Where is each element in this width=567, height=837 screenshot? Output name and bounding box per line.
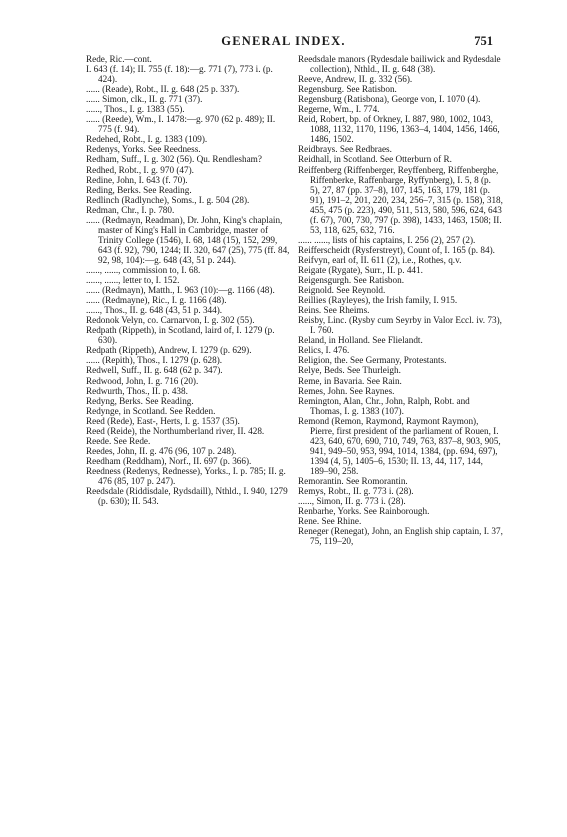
index-entry: Reedsdale manors (Rydesdale bailiwick and Rydesdale collection), Nthld., II. g. 648 (38). bbox=[298, 54, 501, 75]
index-entry: ...... (Reade), Robt., II. g. 648 (25 p. 337). bbox=[86, 84, 240, 95]
index-entry: Reisby, Linc. (Rysby cum Seyrby in Valor Eccl. iv. 73), I. 760. bbox=[298, 315, 502, 336]
index-entry: Redman, Chr., I. p. 780. bbox=[86, 204, 175, 215]
index-entry: ......, ......, letter to, I. 152. bbox=[86, 275, 180, 286]
index-entry: Regensburg (Ratisbona), George von, I. 1070 (4). bbox=[298, 94, 481, 105]
index-entry: Remington, Alan, Chr., John, Ralph, Robt. and Thomas, I. g. 1383 (107). bbox=[298, 395, 470, 416]
index-entry: Reid, Robert, bp. of Orkney, I. 887, 980, 1002, 1043, 1088, 1132, 1170, 1196, 1363–4, 1404, 1456, 1466, 1486, 1502. bbox=[298, 114, 500, 145]
index-entry: Reedham (Reddham), Norf., II. 697 (p. 366). bbox=[86, 455, 252, 466]
index-entry: Regensburg. See Ratisbon. bbox=[298, 84, 397, 95]
index-entry: ......, ......, commission to, I. 68. bbox=[86, 264, 201, 275]
index-entry: Reed (Rede), East-, Herts, I. g. 1537 (35). bbox=[86, 415, 240, 426]
index-entry: Reifferscheidt (Rysferstreyt), Count of, I. 165 (p. 84). bbox=[298, 244, 495, 255]
index-entry: Reidhall, in Scotland. See Otterburn of R. bbox=[298, 154, 452, 165]
index-entry: Redwood, John, I. g. 716 (20). bbox=[86, 375, 199, 386]
index-entry: Redehed, Robt., I. g. 1383 (109). bbox=[86, 134, 208, 145]
index-entry: ......, Simon, II. g. 773 i. (28). bbox=[298, 496, 406, 507]
index-entry: ...... Simon, clk., II. g. 771 (37). bbox=[86, 94, 203, 105]
index-entry: Reding, Berks. See Reading. bbox=[86, 184, 192, 195]
index-entry: Reland, in Holland. See Flielandt. bbox=[298, 335, 423, 346]
index-entry: Reidbrays. See Redbraes. bbox=[298, 144, 392, 155]
index-entry: Redlinch (Radlynche), Soms., I. g. 504 (28). bbox=[86, 194, 250, 205]
index-entry: Reme, in Bavaria. See Rain. bbox=[298, 375, 402, 386]
index-entry: Redwell, Suff., II. g. 648 (62 p. 347). bbox=[86, 365, 223, 376]
index-entry: ...... (Redmayn, Readman), Dr. John, King's chaplain, master of King's Hall in Cambridge, master of Trinity College (1546), I. 68, 148 (15), 152, 299, 643 (f. 92), 790, 1244; II. 320, 647 (25), 775 (ff. 84, 92, 98, 104):—g. 648 (43, 51 p. 244). bbox=[86, 214, 290, 265]
index-entry: Rene. See Rhine. bbox=[298, 516, 362, 527]
index-entry: Reillies (Rayleyes), the Irish family, I. 915. bbox=[298, 295, 458, 306]
index-entry: Redpath (Rippeth), in Scotland, laird of, I. 1279 (p. 630). bbox=[86, 325, 275, 346]
index-entry: Redham, Suff., I. g. 302 (56). Qu. Rendlesham? bbox=[86, 154, 262, 165]
index-entry: Reneger (Renegat), John, an English ship captain, I. 37, 75, 119–20, bbox=[298, 526, 503, 547]
running-title: GENERAL INDEX. bbox=[221, 34, 346, 48]
index-entry: Reiffenberg (Riffenberger, Reyffenberg, Riffenberghe, Riffenberke, Raffenbarge, Ryffynberg), I. 5, 8 (p. 5), 27, 87 (pp. 37–8), 107, 145, 163, 179, 181 (p. 91), 191–2, 201, 220, 234, 256–7, 315 (p. 158), 318, 455, 475 (p. 223), 490, 511, 513, 580, 596, 624, 643 (f. 67), 700, 730, 797 (p. 398), 1433, 1463, 1508; II. 53, 118, 625, 632, 716. bbox=[298, 164, 503, 235]
index-entry: Redhed, Robt., I. g. 970 (47). bbox=[86, 164, 194, 175]
index-entry: ...... (Reede), Wm., I. 1478:—g. 970 (62 p. 489); II. 775 (f. 94). bbox=[86, 114, 276, 135]
index-entry: Remorantin. See Romorantin. bbox=[298, 475, 408, 486]
index-entry: Reed (Reide), the Northumberland river, II. 428. bbox=[86, 425, 265, 436]
index-column-right bbox=[298, 54, 503, 546]
index-entry: Reedsdale (Riddisdale, Rydsdaill), Nthld., I. 940, 1279 (p. 630); II. 543. bbox=[86, 486, 288, 507]
index-entry: I. 643 (f. 14); II. 755 (f. 18):—g. 771 (7), 773 i. (p. 424). bbox=[86, 64, 273, 85]
index-entry: Reignold. See Reynold. bbox=[298, 285, 386, 296]
index-entry: ...... (Redmayn), Matth., I. 963 (10):—g. 1166 (48). bbox=[86, 285, 275, 296]
index-entry: Redonok Velyn, co. Carnarvon, I. g. 302 (55). bbox=[86, 315, 255, 326]
index-entry: Regerne, Wm., I. 774. bbox=[298, 104, 380, 115]
index-entry: Reifvyn, earl of, II. 611 (2), i.e., Rothes, q.v. bbox=[298, 254, 462, 265]
page-number: 751 bbox=[474, 34, 493, 48]
index-entry: Remond (Remon, Raymond, Raymont Raymon), Pierre, first president of the parliament of Rouen, I. 423, 640, 670, 690, 710, 749, 763, 837–8, 903, 905, 941, 949–50, 953, 994, 1014, 1384, (pp. 694, 697), 1394 (4, 5), 1405–6, 1530; II. 13, 44, 117, 144, 189–90, 258. bbox=[298, 415, 501, 476]
index-entry: Rede, Ric.—cont. bbox=[86, 54, 152, 64]
index-entry: Remes, John. See Raynes. bbox=[298, 385, 395, 396]
index-entry: Reedness (Redenys, Rednesse), Yorks., I. p. 785; II. g. 476 (85, 107 p. 247). bbox=[86, 465, 286, 486]
index-entry: Redpath (Rippeth), Andrew, I. 1279 (p. 629). bbox=[86, 345, 252, 356]
page-header bbox=[0, 34, 567, 54]
index-entry: ......, Thos., II. g. 648 (43, 51 p. 344). bbox=[86, 305, 223, 316]
index-entry: Redenys, Yorks. See Reedness. bbox=[86, 144, 201, 155]
index-entry: ...... (Repith), Thos., I. 1279 (p. 628). bbox=[86, 355, 223, 366]
index-entry: Reigate (Rygate), Surr., II. p. 441. bbox=[298, 264, 423, 275]
index-entry: Redwurth, Thos., II. p. 438. bbox=[86, 385, 188, 396]
index-entry: Reins. See Rheims. bbox=[298, 305, 370, 316]
index-entry: ...... ......, lists of his captains, I. 256 (2), 257 (2). bbox=[298, 234, 476, 245]
index-entry: Relics, I. 476. bbox=[298, 345, 350, 356]
index-entry: Remys, Robt., II. g. 773 i. (28). bbox=[298, 486, 414, 497]
index-entry: Redynge, in Scotland. See Redden. bbox=[86, 405, 216, 416]
index-entry: Reigensgurgh. See Ratisbon. bbox=[298, 275, 404, 286]
index-entry: Relye, Beds. See Thurleigh. bbox=[298, 365, 401, 376]
index-entry: Reeve, Andrew, II. g. 332 (56). bbox=[298, 74, 413, 85]
index-column-left bbox=[86, 54, 291, 506]
index-entry: Redine, John, I. 643 (f. 70). bbox=[86, 174, 188, 185]
index-entry: ...... (Redmayne), Ric., I. g. 1166 (48). bbox=[86, 295, 227, 306]
index-entry: ......, Thos., I. g. 1383 (55). bbox=[86, 104, 185, 115]
index-entry: Religion, the. See Germany, Protestants. bbox=[298, 355, 447, 366]
index-entry: Renbarhe, Yorks. See Rainborough. bbox=[298, 506, 430, 517]
index-entry: Reede. See Rede. bbox=[86, 435, 151, 446]
index-entry: Reedes, John, II. g. 476 (96, 107 p. 248). bbox=[86, 445, 237, 456]
index-entry: Redyng, Berks. See Reading. bbox=[86, 395, 194, 406]
